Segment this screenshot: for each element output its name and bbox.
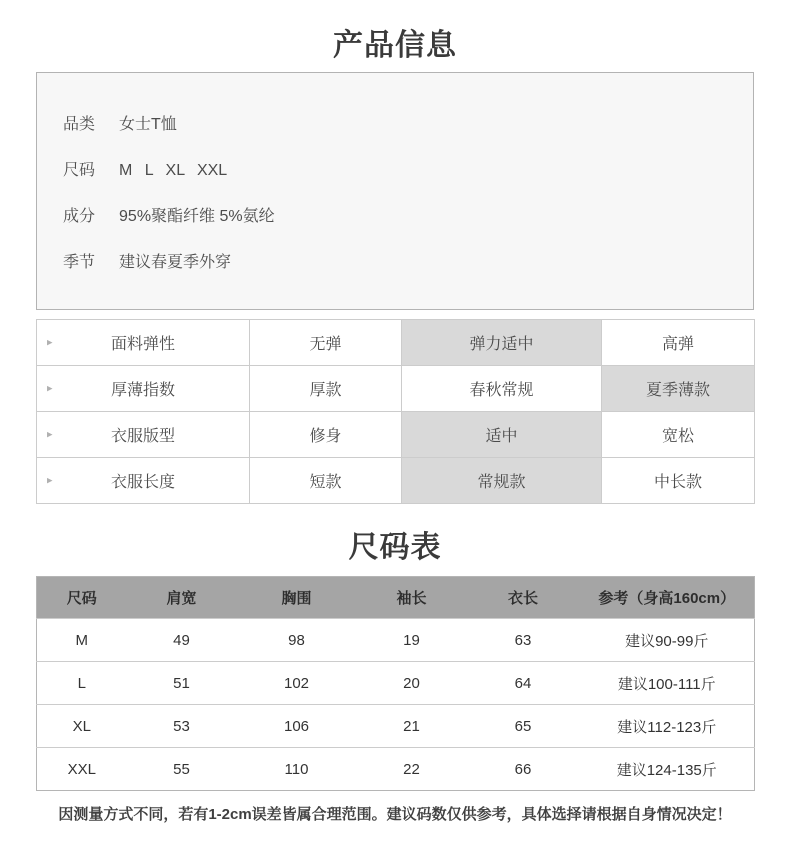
size-chart-table [36, 576, 755, 791]
info-row-season [63, 240, 753, 286]
size-cell: 建议100-111斤 [580, 662, 755, 705]
info-row-composition [63, 194, 753, 240]
size-col-header: 胸围 [237, 577, 357, 619]
size-col-header: 参考（身高160cm） [580, 577, 755, 619]
table-row [37, 748, 755, 791]
table-row [37, 412, 755, 458]
size-cell: XL [37, 705, 127, 748]
size-cell: 建议112-123斤 [580, 705, 755, 748]
size-cell: 49 [127, 619, 237, 662]
fabric-option-cell: 中长款 [602, 458, 755, 504]
size-cell: 19 [357, 619, 467, 662]
table-row [37, 619, 755, 662]
table-row [37, 320, 755, 366]
fabric-attributes-table [36, 319, 755, 504]
table-row [37, 366, 755, 412]
fabric-option-cell: 高弹 [602, 320, 755, 366]
fabric-option-cell-selected: 常规款 [402, 458, 602, 504]
info-value: M L XL XXL [119, 162, 228, 179]
size-table-header-row [37, 577, 755, 619]
size-cell: M [37, 619, 127, 662]
size-chart-title: 尺码表 [348, 531, 442, 564]
size-cell: 53 [127, 705, 237, 748]
info-row-sizes [63, 148, 753, 194]
size-cell: L [37, 662, 127, 705]
page-title: 产品信息 [333, 29, 457, 62]
info-label: 季节 [63, 254, 96, 271]
size-col-header: 袖长 [357, 577, 467, 619]
fabric-row-label: ▸ 面料弹性 [37, 320, 250, 366]
fabric-option-cell: 厚款 [250, 366, 402, 412]
fabric-option-cell-selected: 弹力适中 [402, 320, 602, 366]
size-cell: 51 [127, 662, 237, 705]
triangle-right-icon: ▸ [47, 474, 53, 486]
info-label: 品类 [63, 116, 96, 133]
fabric-row-label: ▸ 衣服版型 [37, 412, 250, 458]
size-col-header: 衣长 [467, 577, 580, 619]
info-value: 建议春夏季外穿 [119, 254, 232, 271]
fabric-option-cell-selected: 适中 [402, 412, 602, 458]
triangle-right-icon: ▸ [47, 382, 53, 394]
size-cell: 21 [357, 705, 467, 748]
info-value: 女士T恤 [119, 116, 177, 133]
triangle-right-icon: ▸ [47, 336, 53, 348]
fabric-option-cell: 短款 [250, 458, 402, 504]
size-cell: 55 [127, 748, 237, 791]
size-col-header: 尺码 [37, 577, 127, 619]
size-cell: 建议90-99斤 [580, 619, 755, 662]
size-cell: 110 [237, 748, 357, 791]
fabric-row-label: ▸ 衣服长度 [37, 458, 250, 504]
info-value: 95%聚酯纤维 5%氨纶 [119, 208, 275, 225]
table-row [37, 458, 755, 504]
fabric-option-cell: 修身 [250, 412, 402, 458]
size-cell: 98 [237, 619, 357, 662]
size-cell: 102 [237, 662, 357, 705]
size-cell: 63 [467, 619, 580, 662]
size-cell: XXL [37, 748, 127, 791]
fabric-row-label: ▸ 厚薄指数 [37, 366, 250, 412]
fabric-option-cell-selected: 夏季薄款 [602, 366, 755, 412]
fabric-option-cell: 宽松 [602, 412, 755, 458]
measurement-note: 因测量方式不同，若有1-2cm误差皆属合理范围。建议码数仅供参考，具体选择请根据自身情况决定！ [58, 806, 732, 823]
fabric-option-cell: 春秋常规 [402, 366, 602, 412]
size-cell: 20 [357, 662, 467, 705]
info-label: 尺码 [63, 162, 96, 179]
product-info-box [36, 72, 754, 310]
size-col-header: 肩宽 [127, 577, 237, 619]
table-row [37, 705, 755, 748]
size-cell: 66 [467, 748, 580, 791]
info-label: 成分 [63, 208, 96, 225]
size-cell: 建议124-135斤 [580, 748, 755, 791]
size-cell: 65 [467, 705, 580, 748]
fabric-option-cell: 无弹 [250, 320, 402, 366]
size-cell: 106 [237, 705, 357, 748]
size-cell: 22 [357, 748, 467, 791]
triangle-right-icon: ▸ [47, 428, 53, 440]
size-cell: 64 [467, 662, 580, 705]
table-row [37, 662, 755, 705]
info-row-category [63, 102, 753, 148]
